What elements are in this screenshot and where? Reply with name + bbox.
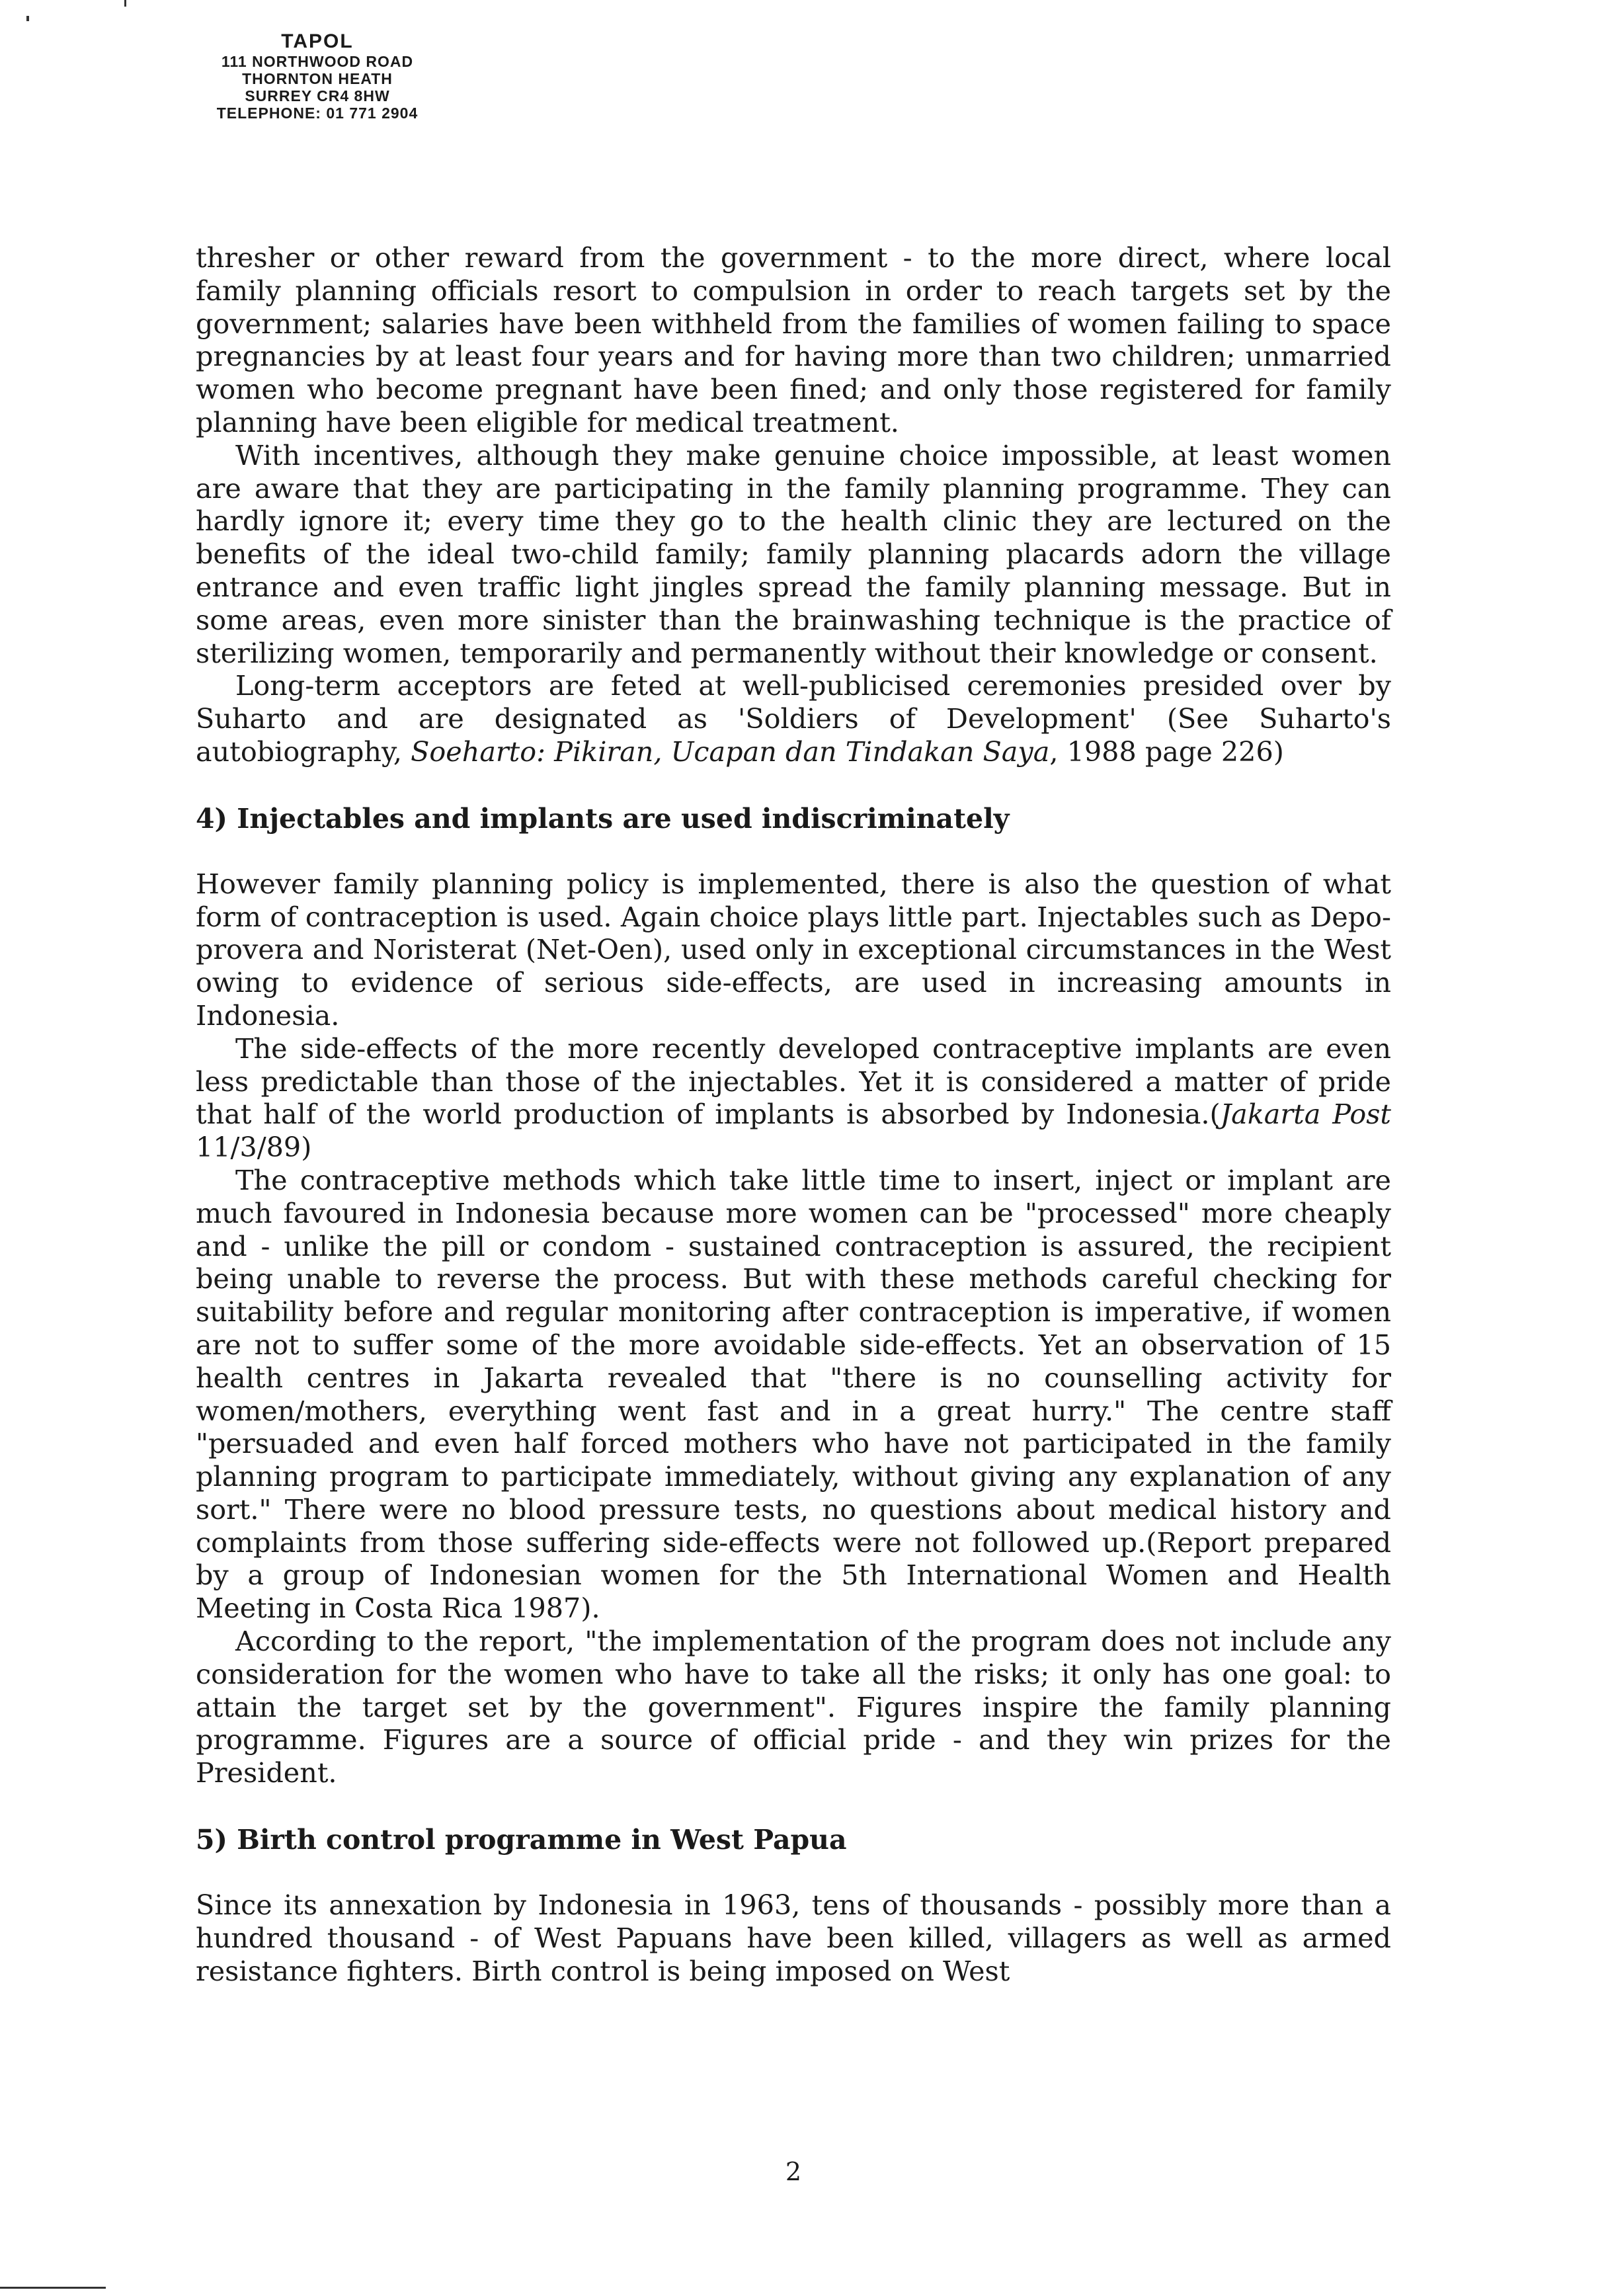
paragraph-3-text-a: Long-term acceptors are feted at well-publicised ceremonies presided over by Suharto and are designated as 'Soldiers of Development' (See Suharto's autobiography,	[196, 670, 1391, 768]
letterhead	[159, 30, 476, 122]
scan-mark-top-2	[124, 0, 126, 7]
paragraph-4: However family planning policy is implemented, there is also the question of what form of contraception is used. Again choice plays little part. Injectables such as Depo-provera and Noristerat (Net-Oen), used only in exceptional circumstances in the West owing to evidence of serious side-effects, are used in increasing amounts in Indonesia.	[196, 868, 1391, 1032]
paragraph-5-text-b: 11/3/89)	[196, 1131, 312, 1164]
paragraph-2: With incentives, although they make genuine choice impossible, at least women are aware that they are participating in the family planning programme. They can hardly ignore it; every time they go to the health clinic they are lectured on the benefits of the ideal two-child family; family planning placards adorn the village entrance and even traffic light jingles spread the family planning message. But in some areas, even more sinister than the brainwashing technique is the practice of sterilizing women, temporarily and permanently without their knowledge or consent.	[196, 439, 1391, 669]
section-heading-5: 5) Birth control programme in West Papua	[196, 1824, 847, 1856]
paragraph-5	[196, 1033, 1391, 1165]
telephone: TELEPHONE: 01 771 2904	[216, 104, 419, 122]
org-name: TAPOL	[281, 30, 354, 52]
scan-mark-bottom	[0, 2287, 106, 2289]
page-number: 2	[785, 2157, 802, 2186]
address-line-2: THORNTON HEATH	[242, 70, 393, 87]
scan-mark-top	[26, 16, 29, 21]
paragraph-7: According to the report, "the implementation of the program does not include any consideration for the women who have to take all the risks; it only has one goal: to attain the target set by the government". Figures inspire the family planning programme. Figures are a source of official pride - and they win prizes for the President.	[196, 1625, 1391, 1789]
paragraph-8: Since its annexation by Indonesia in 1963, tens of thousands - possibly more than a hundred thousand - of West Papuans have been killed, villagers as well as armed resistance fighters. Birth control is being imposed on West	[196, 1889, 1391, 1987]
section-heading-4: 4) Injectables and implants are used indiscriminately	[196, 802, 1010, 835]
paragraph-6: The contraceptive methods which take little time to insert, inject or implant are much favoured in Indonesia because more women can be "processed" more cheaply and - unlike the pill or condom - sustained contraception is assured, the recipient being unable to reverse the process. But with these methods careful checking for suitability before and regular monitoring after contraception is imperative, if women are not to suffer some of the more avoidable side-effects. Yet an observation of 15 health centres in Jakarta revealed that "there is no counselling activity for women/mothers, everything went fast and in a great hurry." The centre staff "persuaded and even half forced mothers who have not participated in the family planning program to participate immediately, without giving any explanation of any sort." There were no blood pressure tests, no questions about medical history and complaints from those suffering side-effects were not followed up.(Report prepared by a group of Indonesian women for the 5th International Women and Health Meeting in Costa Rica 1987).	[196, 1164, 1391, 1625]
paragraph-3-text-b: , 1988 page 226)	[1049, 735, 1284, 768]
source-citation: Jakarta Post	[1220, 1098, 1391, 1131]
book-title: Soeharto: Pikiran, Ucapan dan Tindakan Saya	[411, 735, 1050, 768]
address-line-3: SURREY CR4 8HW	[245, 87, 390, 104]
paragraph-5-text-a: The side-effects of the more recently developed contraceptive implants are even less predictable than those of the injectables. Yet it is considered a matter of pride that half of the world production of implants is absorbed by Indonesia.(	[196, 1032, 1391, 1131]
address-line-1: 111 NORTHWOOD ROAD	[221, 53, 414, 70]
document-body	[196, 242, 1391, 1988]
paragraph-3	[196, 670, 1391, 768]
paragraph-1: thresher or other reward from the government - to the more direct, where local family planning officials resort to compulsion in order to reach targets set by the government; salaries have been withheld from the families of women failing to space pregnancies by at least four years and for having more than two children; unmarried women who become pregnant have been fined; and only those registered for family planning have been eligible for medical treatment.	[196, 242, 1391, 438]
